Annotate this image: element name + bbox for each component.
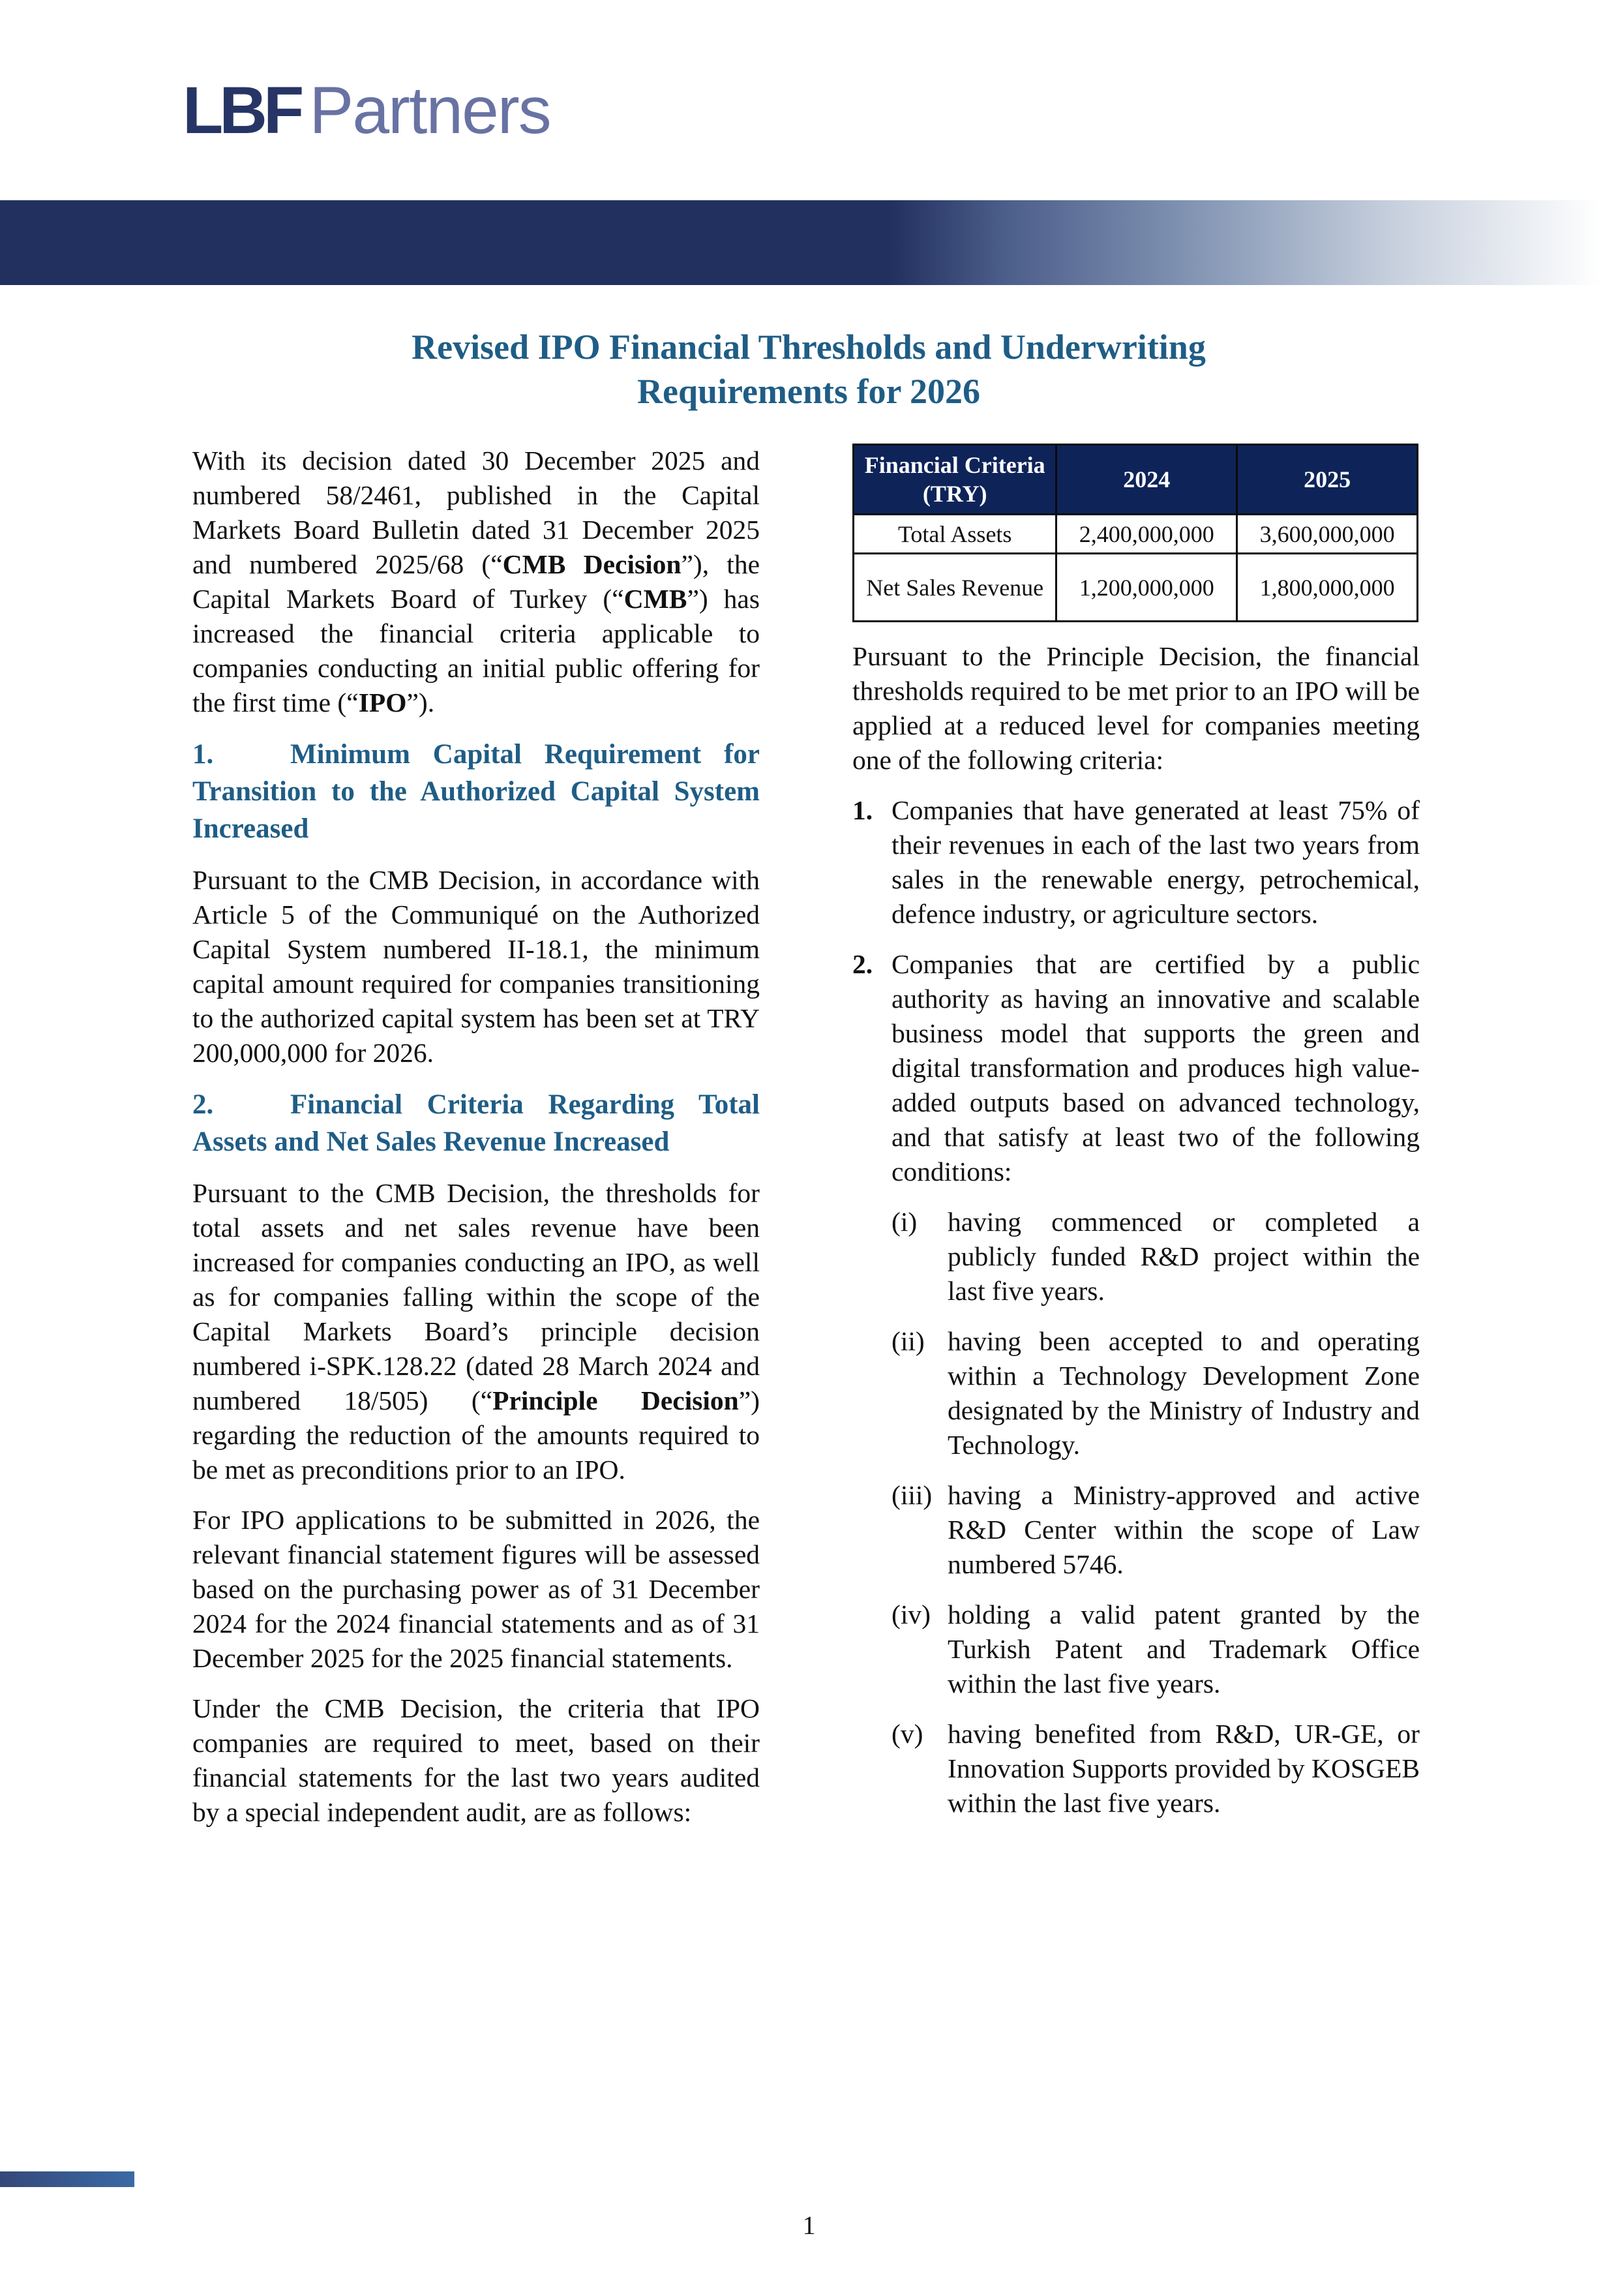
document-title xyxy=(196,325,1422,414)
logo-partners: Partners xyxy=(309,73,550,147)
condition-list-item xyxy=(891,1478,1420,1582)
table-cell: Net Sales Revenue xyxy=(854,554,1056,622)
sub-list-marker: (i) xyxy=(891,1207,918,1237)
sub-list-item-text: having been accepted to and operating within a Technology Development Zone designated by the Ministry of Industry and Technology. xyxy=(948,1326,1420,1460)
sub-list-marker: (v) xyxy=(891,1719,923,1749)
condition-list-item xyxy=(891,1597,1420,1701)
table-header-row xyxy=(854,445,1418,515)
intro-paragraph: With its decision dated 30 December 2025 and numbered 58/2461, published in the Capital Markets Board Bulletin dated 31 December 2025 and numbered 2025/68 (“CMB Decision”), the Capital Markets Board of Turkey (“CMB”) has increased the financial criteria applicable to companies conducting an initial public offering for the first time (“IPO”). xyxy=(192,446,760,718)
table-cell: 2,400,000,000 xyxy=(1056,515,1237,554)
sub-list-item-text: having benefited from R&D, UR-GE, or Innovation Supports provided by KOSGEB within the last five years. xyxy=(948,1719,1420,1818)
defined-term-principle-decision: Principle Decision xyxy=(492,1385,739,1415)
section-1-number: 1. xyxy=(192,739,214,770)
table-row xyxy=(854,515,1418,554)
title-line-2: Requirements for 2026 xyxy=(637,372,980,411)
page-number: 1 xyxy=(802,2211,816,2240)
header-gradient-banner xyxy=(0,200,1618,285)
title-line-1: Revised IPO Financial Thresholds and Underwriting xyxy=(412,327,1206,367)
section-2-paragraph-2: For IPO applications to be submitted in 2026, the relevant financial statement figures will be assessed based on the purchasing power as of 31 December 2024 for the 2024 financial statements and as of 31 December 2025 for the 2025 financial statements. xyxy=(192,1505,760,1673)
defined-term-cmb-decision: CMB Decision xyxy=(502,549,682,579)
defined-term-cmb: CMB xyxy=(623,584,687,614)
sub-list-marker: (iv) xyxy=(891,1599,931,1629)
sub-list-marker: (ii) xyxy=(891,1326,925,1356)
table-row xyxy=(854,554,1418,622)
condition-list-item xyxy=(891,1205,1420,1308)
criteria-list-item xyxy=(852,793,1420,931)
left-column xyxy=(192,444,760,1845)
list-marker: 1. xyxy=(852,795,873,825)
principle-decision-intro: Pursuant to the Principle Decision, the financial thresholds required to be met prior to an IPO will be applied at a reduced level for companies meeting one of the following criteria: xyxy=(852,641,1420,775)
condition-list-item xyxy=(891,1324,1420,1462)
table-header-cell: 2025 xyxy=(1237,445,1418,515)
financial-criteria-table xyxy=(852,444,1418,622)
sub-list-item-text: holding a valid patent granted by the Turkish Patent and Trademark Office within the last five years. xyxy=(948,1599,1420,1699)
table-header-cell: Financial Criteria (TRY) xyxy=(854,445,1056,515)
section-2-paragraph-1: Pursuant to the CMB Decision, the thresholds for total assets and net sales revenue have been increased for companies conducting an IPO, as well as for companies falling within the scope of the Capital Markets Board’s principle decision numbered i-SPK.128.22 (dated 28 March 2024 and numbered 18/505) (“Principle Decision”) regarding the reduction of the amounts required to be met as preconditions prior to an IPO. xyxy=(192,1178,760,1485)
section-1-heading: 1. Minimum Capital Requirement for Transition to the Authorized Capital System Increased xyxy=(192,736,760,847)
list-item-text: Companies that are certified by a public authority as having an innovative and scalable business model that supports the green and digital transformation and produces high value-added outputs based on advanced technology, and that satisfy at least two of the following conditions: xyxy=(891,949,1420,1186)
table-cell: 1,200,000,000 xyxy=(1056,554,1237,622)
list-marker: 2. xyxy=(852,949,873,979)
section-2-number: 2. xyxy=(192,1089,214,1120)
table-cell: 1,800,000,000 xyxy=(1237,554,1418,622)
defined-term-ipo: IPO xyxy=(358,687,407,718)
table-cell: Total Assets xyxy=(854,515,1056,554)
table-header-cell: 2024 xyxy=(1056,445,1237,515)
company-logo xyxy=(183,73,550,147)
condition-list-item xyxy=(891,1717,1420,1820)
section-2-heading: 2. Financial Criteria Regarding Total Assets and Net Sales Revenue Increased xyxy=(192,1086,760,1160)
sub-list-item-text: having a Ministry-approved and active R&D Center within the scope of Law numbered 5746. xyxy=(948,1480,1420,1579)
footer-accent-bar xyxy=(0,2171,134,2187)
section-2-paragraph-3: Under the CMB Decision, the criteria that IPO companies are required to meet, based on their financial statements for the last two years audited by a special independent audit, are as follows: xyxy=(192,1693,760,1827)
logo-lbf: LBF xyxy=(183,73,301,147)
sub-list-item-text: having commenced or completed a publicly funded R&D project within the last five years. xyxy=(948,1207,1420,1306)
table-cell: 3,600,000,000 xyxy=(1237,515,1418,554)
list-item-text: Companies that have generated at least 75% of their revenues in each of the last two years from sales in the renewable energy, petrochemical, defence industry, or agriculture sectors. xyxy=(891,795,1420,929)
criteria-list-item xyxy=(852,947,1420,1189)
right-column xyxy=(852,444,1420,1836)
sub-list-marker: (iii) xyxy=(891,1480,933,1510)
section-1-body: Pursuant to the CMB Decision, in accordance with Article 5 of the Communiqué on the Authorized Capital System numbered II-18.1, the minimum capital amount required for companies transitioning to the authorized capital system has been set at TRY 200,000,000 for 2026. xyxy=(192,865,760,1068)
